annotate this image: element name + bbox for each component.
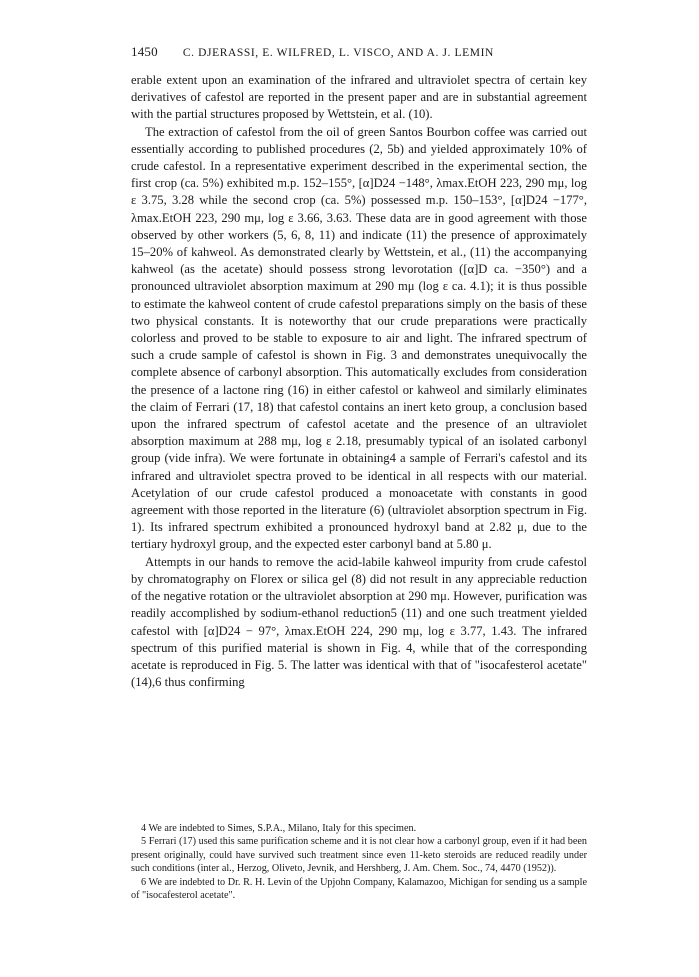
page-number: 1450 xyxy=(131,44,158,59)
author-line: C. DJERASSI, E. WILFRED, L. VISCO, AND A. J. LEMIN xyxy=(182,47,494,59)
running-header xyxy=(131,44,587,60)
footnote-6: 6 We are indebted to Dr. R. H. Levin of the Upjohn Company, Kalamazoo, Michigan for sending us a sample of "isocafesterol acetate". xyxy=(131,876,587,902)
paragraph-3: Attempts in our hands to remove the acid-labile kahweol impurity from crude cafestol by chromatography on Florex or silica gel (8) did not result in any appreciable reduction of the negative rotation or the ultraviolet absorption at 290 mμ. However, purification was readily accomplished by sodium-ethanol reduction5 (11) and one such treatment yielded cafestol with [α]D24 − 97°, λmax.EtOH 224, 290 mμ, log ε 3.77, 1.43. The infrared spectrum of this purified material is shown in Fig. 4, while that of the corresponding acetate is reproduced in Fig. 5. The latter was identical with that of "isocafesterol acetate" (14),6 thus confirming xyxy=(131,554,587,690)
footnotes xyxy=(131,822,587,902)
paragraph-2: The extraction of cafestol from the oil of green Santos Bourbon coffee was carried out essentially according to published procedures (2, 5b) and yielded approximately 10% of crude cafestol. In a representative experiment described in the experimental section, the first crop (ca. 5%) exhibited m.p. 152–155°, [α]D24 −148°, λmax.EtOH 223, 290 mμ, log ε 3.75, 3.28 while the second crop (ca. 5%) possessed m.p. 150–153°, [α]D24 −177°, λmax.EtOH 223, 290 mμ, log ε 3.66, 3.63. These data are in good agreement with those observed by other workers (5, 6, 8, 11) and indicate (11) the presence of approximately 15–20% of kahweol. As demonstrated clearly by Wettstein, et al., (11) the accompanying kahweol (as the acetate) should possess strong levorotation ([α]D ca. −350°) and a pronounced ultraviolet absorption maximum at 290 mμ (log ε ca. 4.1); it is thus possible to estimate the kahweol content of crude cafestol preparations simply on the basis of these two physical constants. It is noteworthy that our crude preparations were practically colorless and proved to be stable to exposure to air and light. The infrared spectrum of such a crude sample of cafestol is shown in Fig. 3 and demonstrates unequivocally the complete absence of carbonyl absorption. This automatically excludes from consideration the presence of a lactone ring (16) in either cafestol or kahweol and similarly eliminates the claim of Ferrari (17, 18) that cafestol contains an inert keto group, a conclusion based upon the infrared spectrum of cafestol acetate and the presence of an ultraviolet absorption maximum at 288 mμ, log ε 2.18, presumably typical of an isolated carbonyl group (vide infra). We were fortunate in obtaining4 a sample of Ferrari's cafestol and its infrared and ultraviolet spectra proved to be identical in all respects with our material. Acetylation of our crude cafestol produced a monoacetate with constants in good agreement with those reported in the literature (6) (ultraviolet absorption spectrum in Fig. 1). Its infrared spectrum exhibited a pronounced hydroxyl band at 2.82 μ, due to the tertiary hydroxyl group, and the expected ester carbonyl band at 5.80 μ. xyxy=(131,124,587,552)
footnote-4: 4 We are indebted to Simes, S.P.A., Milano, Italy for this specimen. xyxy=(141,823,417,834)
body-text xyxy=(131,72,587,691)
footnote-5: 5 Ferrari (17) used this same purification scheme and it is not clear how a carbonyl group, even if it had been present originally, could have survived such treatment since even 11-keto steroids are reduced readily under such conditions (inter al., Herzog, Oliveto, Jevnik, and Hershberg, J. Am. Chem. Soc., 74, 4470 (1952)). xyxy=(131,836,587,875)
paragraph-1: erable extent upon an examination of the infrared and ultraviolet spectra of certain key derivatives of cafestol are reported in the present paper and are in substantial agreement with the partial structures proposed by Wettstein, et al. (10). xyxy=(131,73,587,122)
